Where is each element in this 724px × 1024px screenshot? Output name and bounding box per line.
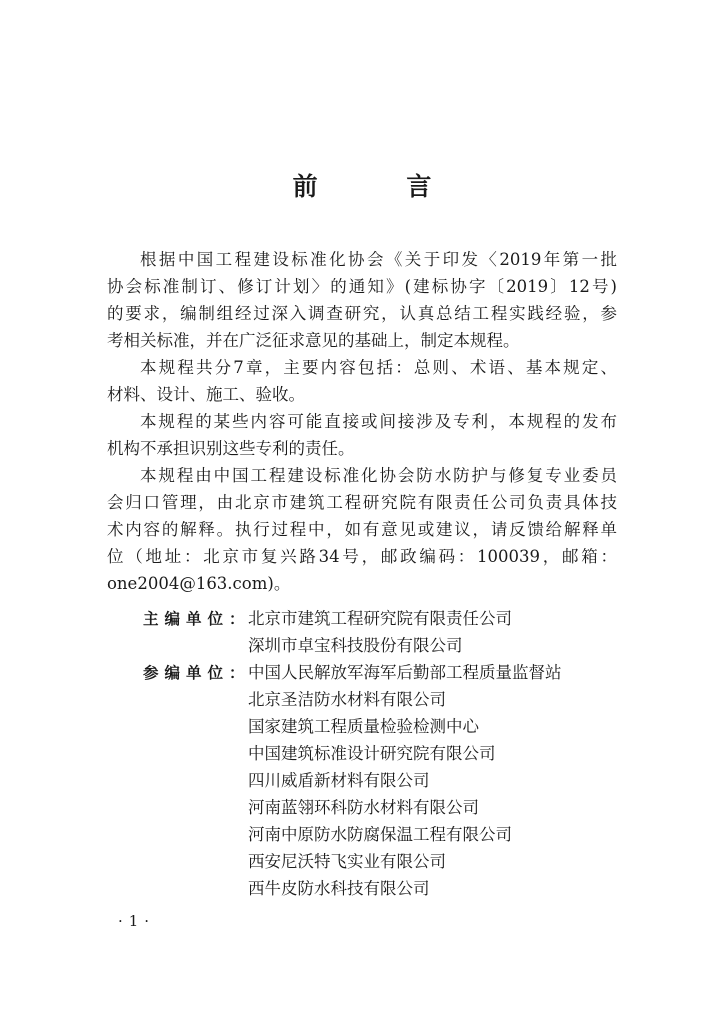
participating-editor-unit: 河南蓝翎环科防水材料有限公司 xyxy=(248,798,479,817)
participating-editor-unit: 西安尼沃特飞实业有限公司 xyxy=(248,852,446,871)
chief-editor-row xyxy=(143,605,613,632)
chief-editor-unit: 深圳市卓宝科技股份有限公司 xyxy=(248,636,463,655)
paragraph-line: 本规程的某些内容可能直接或间接涉及专利，本规程的发布 xyxy=(140,412,617,431)
participating-editor-row xyxy=(143,740,613,767)
editor-units xyxy=(143,605,613,902)
paragraph-line: 位（地址：北京市复兴路34号，邮政编码：100039，邮箱： xyxy=(107,547,617,566)
chief-editor-row xyxy=(143,632,613,659)
participating-editor-row xyxy=(143,713,613,740)
participating-editor-row xyxy=(143,659,613,686)
participating-editor-label: 参编单位： xyxy=(143,664,251,682)
paragraph-line: 机构不承担识别这些专利的责任。 xyxy=(107,439,355,458)
participating-editor-unit: 中国建筑标准设计研究院有限公司 xyxy=(248,744,496,763)
participating-editor-row xyxy=(143,767,613,794)
participating-editor-row xyxy=(143,821,613,848)
participating-editor-row xyxy=(143,848,613,875)
participating-editor-unit: 北京圣洁防水材料有限公司 xyxy=(248,690,446,709)
participating-editor-unit: 西牛皮防水科技有限公司 xyxy=(248,879,430,898)
paragraph-line: 会归口管理，由北京市建筑工程研究院有限责任公司负责具体技 xyxy=(107,493,617,512)
participating-editor-row xyxy=(143,686,613,713)
participating-editor-row xyxy=(143,794,613,821)
paragraph-line: 术内容的解释。执行过程中，如有意见或建议，请反馈给解释单 xyxy=(107,520,617,539)
participating-editor-unit: 中国人民解放军海军后勤部工程质量监督站 xyxy=(248,663,562,682)
participating-editor-unit: 河南中原防水防腐保温工程有限公司 xyxy=(248,825,512,844)
paragraph-line: 本规程由中国工程建设标准化协会防水防护与修复专业委员 xyxy=(140,466,617,485)
paragraph-line: one2004@163.com)。 xyxy=(107,574,291,593)
paragraph-line: 协会标准制订、修订计划〉的通知》(建标协字〔2019〕12号) xyxy=(107,277,617,296)
chief-editor-label: 主编单位： xyxy=(143,610,251,628)
participating-editor-unit: 四川威盾新材料有限公司 xyxy=(248,771,430,790)
page-title: 前 言 xyxy=(292,172,472,201)
paragraph-line: 材料、设计、施工、验收。 xyxy=(107,385,305,404)
paragraph-line: 考相关标准，并在广泛征求意见的基础上，制定本规程。 xyxy=(107,331,520,350)
chief-editor-unit: 北京市建筑工程研究院有限责任公司 xyxy=(248,609,512,628)
preface-body xyxy=(107,246,617,597)
participating-editor-row xyxy=(143,875,613,902)
participating-editor-unit: 国家建筑工程质量检验检测中心 xyxy=(248,717,479,736)
paragraph-line: 的要求，编制组经过深入调查研究，认真总结工程实践经验，参 xyxy=(107,304,617,323)
page-number: ·1· xyxy=(118,912,156,930)
paragraph-line: 根据中国工程建设标准化协会《关于印发〈2019年第一批 xyxy=(140,250,617,269)
paragraph-line: 本规程共分7章，主要内容包括：总则、术语、基本规定、 xyxy=(140,358,617,377)
